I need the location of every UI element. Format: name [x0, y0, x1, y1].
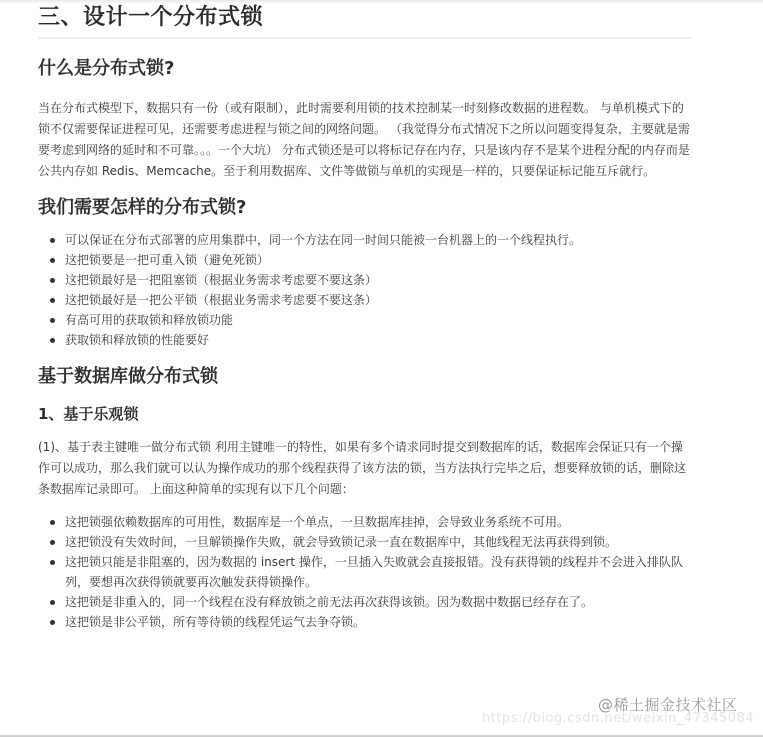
list-item: 这把锁要是一把可重入锁（避免死锁） — [65, 250, 694, 270]
heading-requirements: 我们需要怎样的分布式锁? — [38, 197, 247, 218]
article-content — [38, 0, 694, 632]
watermark-juejin: @稀土掘金技术社区 — [598, 696, 738, 714]
heading-database-lock: 基于数据库做分布式锁 — [38, 366, 218, 387]
optimistic-paragraph: (1)、基于表主键唯一做分布式锁 利用主键唯一的特性，如果有多个请求同时提交到数据库的话，数据库会保证只有一个操作可以成功，那么我们就可以认为操作成功的那个线程获得了该方法的锁，当方法执行完毕之后，想要释放锁的话，删除这条数据库记录即可。 上面这种简单的实现有以下几个问题： — [38, 440, 687, 496]
list-item: 这把锁只能是非阻塞的，因为数据的 insert 操作，一旦插入失败就会直接报错。没有获得锁的线程并不会进入排队队列，要想再次获得锁就要再次触发获得锁操作。 — [65, 552, 694, 592]
problems-list — [38, 512, 694, 632]
list-item: 这把锁强依赖数据库的可用性，数据库是一个单点，一旦数据库挂掉，会导致业务系统不可用。 — [65, 512, 694, 532]
list-item: 这把锁没有失效时间，一旦解锁操作失败，就会导致锁记录一直在数据库中，其他线程无法再获得到锁。 — [65, 532, 694, 552]
what-is-paragraph: 当在分布式模型下，数据只有一份（或有限制），此时需要利用锁的技术控制某一时刻修改数据的进程数。 与单机模式下的锁不仅需要保证进程可见，还需要考虑进程与锁之间的网络问题。 （我觉得分布式情况下之所以问题变得复杂，主要就是需要考虑到网络的延时和不可靠。。。一个大坑） 分布式锁还是可以将标记存在内存，只是该内存不是某个进程分配的内存而是公共内存如 Redis、Memcache。至于利用数据库、文件等做锁与单机的实现是一样的，只要保证标记能互斥就行。 — [38, 101, 690, 178]
watermark-url: https://blog.csdn.net/weixin_47345084 — [482, 711, 755, 726]
list-item: 这把锁是非公平锁，所有等待锁的线程凭运气去争夺锁。 — [65, 612, 694, 632]
requirements-list — [38, 230, 694, 350]
list-item: 这把锁是非重入的，同一个线程在没有释放锁之前无法再次获得该锁。因为数据中数据已经存在了。 — [65, 592, 694, 612]
list-item: 这把锁最好是一把阻塞锁（根据业务需求考虑要不要这条） — [65, 270, 694, 290]
list-item: 有高可用的获取锁和释放锁功能 — [65, 310, 694, 330]
section-title: 三、设计一个分布式锁 — [38, 0, 692, 39]
heading-what-is: 什么是分布式锁? — [38, 58, 175, 79]
list-item: 这把锁最好是一把公平锁（根据业务需求考虑要不要这条） — [65, 290, 694, 310]
heading-optimistic-lock: 1、基于乐观锁 — [38, 405, 139, 423]
list-item: 可以保证在分布式部署的应用集群中，同一个方法在同一时间只能被一台机器上的一个线程执行。 — [65, 230, 694, 250]
list-item: 获取锁和释放锁的性能要好 — [65, 330, 694, 350]
